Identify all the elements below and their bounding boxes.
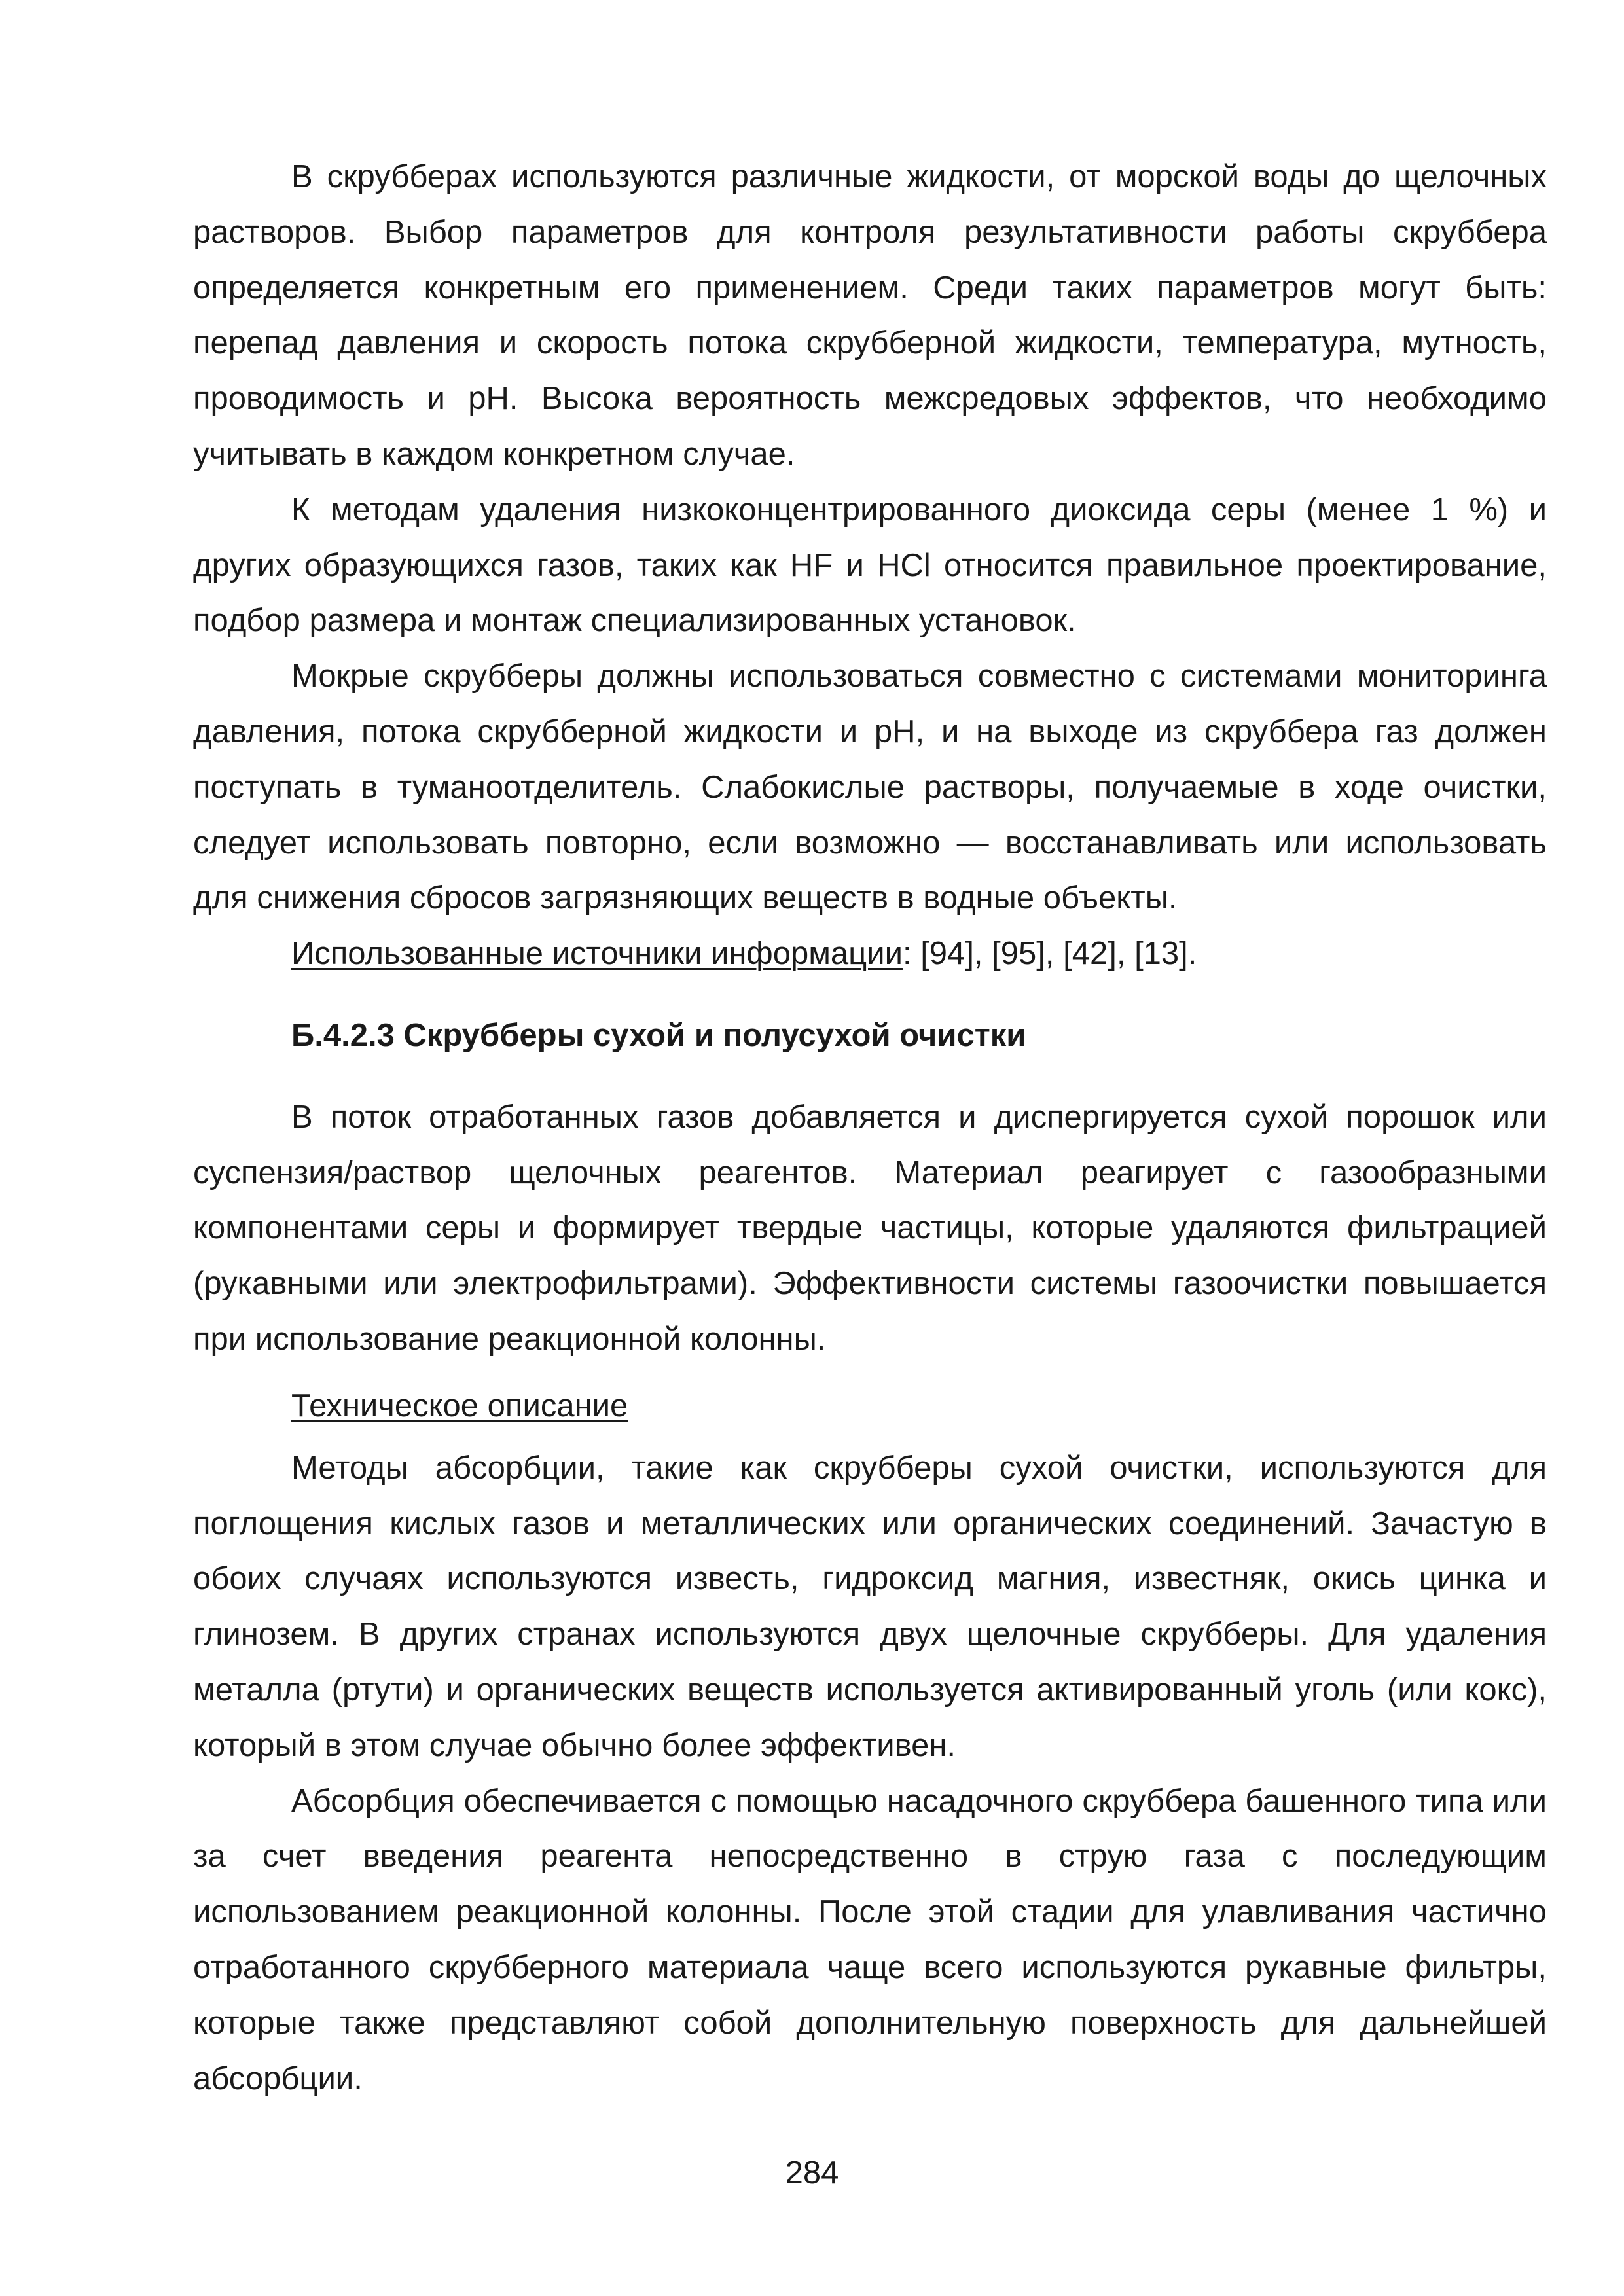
paragraph-absorption-process: Абсорбция обеспечивается с помощью насадочного скруббера башенного типа или за счет введения реагента непосредственно в струю газа с последующим использованием реакционной колонны. После этой стадии для улавливания частично отработанного скрубберного материала чаще всего используются рукавные фильтры, которые также представляют собой дополнительную поверхность для дальнейшей абсорбции. xyxy=(193,1783,1547,2096)
page-number: 284 xyxy=(785,2155,839,2191)
subheading-label: Техническое описание xyxy=(291,1388,628,1424)
document-page xyxy=(193,149,1547,2106)
sources-line xyxy=(193,926,1547,982)
paragraph-so2-removal-methods: К методам удаления низкоконцентрированного диоксида серы (менее 1 %) и других образующихся газов, таких как HF и HCl относится правильное проектирование, подбор размера и монтаж специализированных установок. xyxy=(193,492,1547,639)
paragraph-dry-scrubber-intro: В поток отработанных газов добавляется и диспергируется сухой порошок или суспензия/раствор щелочных реагентов. Материал реагирует с газообразными компонентами серы и формирует твердые частицы, которые удаляются фильтрацией (рукавными или электрофильтрами). Эффективности системы газоочистки повышается при использование реакционной колонны. xyxy=(193,1099,1547,1357)
sources-refs: : [94], [95], [42], [13]. xyxy=(902,936,1197,972)
subheading-technical-description xyxy=(193,1376,1547,1435)
paragraph-wet-scrubbers: Мокрые скрубберы должны использоваться совместно с системами мониторинга давления, потока скрубберной жидкости и pH, и на выходе из скруббера газ должен поступать в туманоотделитель. Слабокислые растворы, получаемые в ходе очистки, следует использовать повторно, если возможно — восстанавливать или использовать для снижения сбросов загрязняющих веществ в водные объекты. xyxy=(193,658,1547,916)
paragraph-scrubber-liquids: В скрубберах используются различные жидкости, от морской воды до щелочных растворов. Выбор параметров для контроля результативности работы скруббера определяется конкретным его применением. Среди таких параметров могут быть: перепад давления и скорость потока скрубберной жидкости, температура, мутность, проводимость и pH. Высока вероятность межсредовых эффектов, что необходимо учитывать в каждом конкретном случае. xyxy=(193,159,1547,472)
sources-label: Использованные источники информации xyxy=(291,936,903,972)
section-heading: Б.4.2.3 Скрубберы сухой и полусухой очистки xyxy=(291,1017,1026,1053)
paragraph-absorption-methods: Методы абсорбции, такие как скрубберы сухой очистки, используются для поглощения кислых газов и металлических или органических соединений. Зачастую в обоих случаях используются известь, гидроксид магния, известняк, окись цинка и глинозем. В других странах используются двух щелочные скрубберы. Для удаления металла (ртути) и органических веществ используется активированный уголь (или кокс), который в этом случае обычно более эффективен. xyxy=(193,1450,1547,1763)
